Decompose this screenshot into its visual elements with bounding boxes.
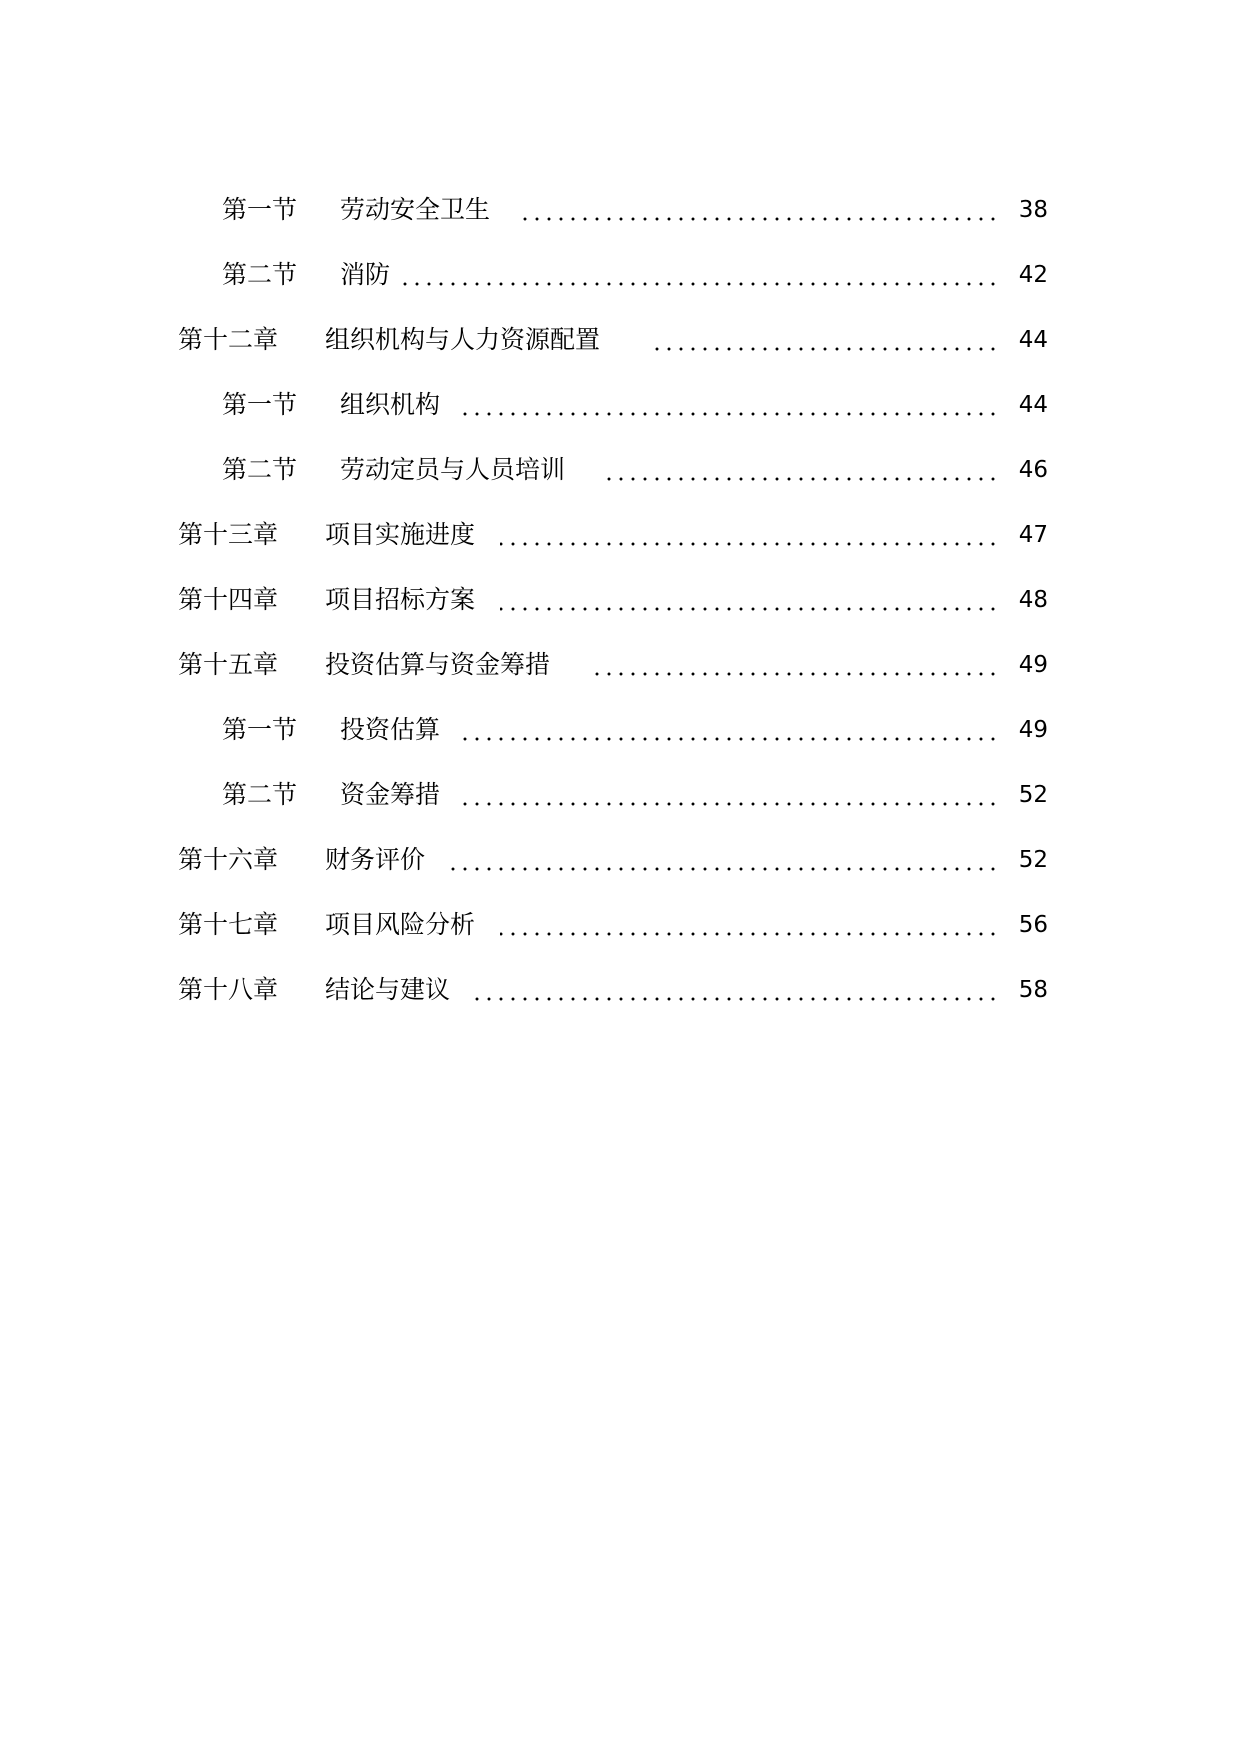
dot-leader [515, 217, 999, 221]
toc-entry-title: 投资估算 [340, 715, 441, 744]
toc-entry[interactable] [0, 385, 1241, 425]
toc-entry-page-number: 52 [1018, 782, 1048, 808]
toc-entry-title: 劳动安全卫生 [340, 195, 491, 224]
dot-leader [600, 477, 999, 481]
dot-leader [500, 542, 999, 546]
toc-entry-page-number: 58 [1018, 977, 1048, 1003]
toc-entry-label: 第一节 [222, 390, 298, 419]
toc-entry-page-number: 42 [1018, 262, 1048, 288]
toc-entry-title: 结论与建议 [325, 975, 451, 1004]
toc-entry[interactable] [0, 645, 1241, 685]
toc-entry-title: 消防 [340, 260, 391, 289]
dot-leader [650, 347, 999, 351]
toc-entry[interactable] [0, 840, 1241, 880]
toc-entry-title: 组织机构与人力资源配置 [325, 325, 601, 354]
toc-entry-title: 项目招标方案 [325, 585, 476, 614]
toc-entry-page-number: 44 [1018, 327, 1048, 353]
dot-leader [460, 802, 999, 806]
toc-entry-label: 第十三章 [178, 520, 279, 549]
toc-entry-title: 项目风险分析 [325, 910, 476, 939]
toc-entry-label: 第十二章 [178, 325, 279, 354]
toc-entry-label: 第十七章 [178, 910, 279, 939]
toc-entry[interactable] [0, 580, 1241, 620]
toc-entry-label: 第一节 [222, 195, 298, 224]
toc-entry-label: 第十六章 [178, 845, 279, 874]
toc-entry-title: 财务评价 [325, 845, 426, 874]
toc-entry[interactable] [0, 775, 1241, 815]
toc-entry-label: 第二节 [222, 260, 298, 289]
toc-entry[interactable] [0, 255, 1241, 295]
toc-entry[interactable] [0, 515, 1241, 555]
toc-entry-page-number: 47 [1018, 522, 1048, 548]
toc-entry-label: 第十五章 [178, 650, 279, 679]
toc-entry-title: 劳动定员与人员培训 [340, 455, 566, 484]
toc-entry-page-number: 49 [1018, 717, 1048, 743]
dot-leader [460, 737, 999, 741]
toc-entry-title: 项目实施进度 [325, 520, 476, 549]
toc-entry-title: 投资估算与资金筹措 [325, 650, 551, 679]
dot-leader [500, 932, 999, 936]
dot-leader [403, 282, 999, 286]
toc-entry-page-number: 49 [1018, 652, 1048, 678]
toc-entry-label: 第十四章 [178, 585, 279, 614]
toc-entry-page-number: 44 [1018, 392, 1048, 418]
dot-leader [500, 607, 999, 611]
toc-entry[interactable] [0, 710, 1241, 750]
toc-entry-label: 第十八章 [178, 975, 279, 1004]
toc-entry[interactable] [0, 970, 1241, 1010]
toc-entry-page-number: 46 [1018, 457, 1048, 483]
dot-leader [445, 867, 999, 871]
toc-entry-title: 资金筹措 [340, 780, 441, 809]
toc-entry[interactable] [0, 450, 1241, 490]
toc-entry[interactable] [0, 905, 1241, 945]
toc-entry-page-number: 38 [1018, 197, 1048, 223]
dot-leader [472, 997, 999, 1001]
toc-entry-label: 第一节 [222, 715, 298, 744]
toc-entry[interactable] [0, 190, 1241, 230]
toc-entry-page-number: 52 [1018, 847, 1048, 873]
toc-entry-title: 组织机构 [340, 390, 441, 419]
toc-entry-label: 第二节 [222, 455, 298, 484]
toc-entry-page-number: 48 [1018, 587, 1048, 613]
dot-leader [590, 672, 999, 676]
toc-entry[interactable] [0, 320, 1241, 360]
toc-entry-page-number: 56 [1018, 912, 1048, 938]
dot-leader [460, 412, 999, 416]
toc-entry-label: 第二节 [222, 780, 298, 809]
